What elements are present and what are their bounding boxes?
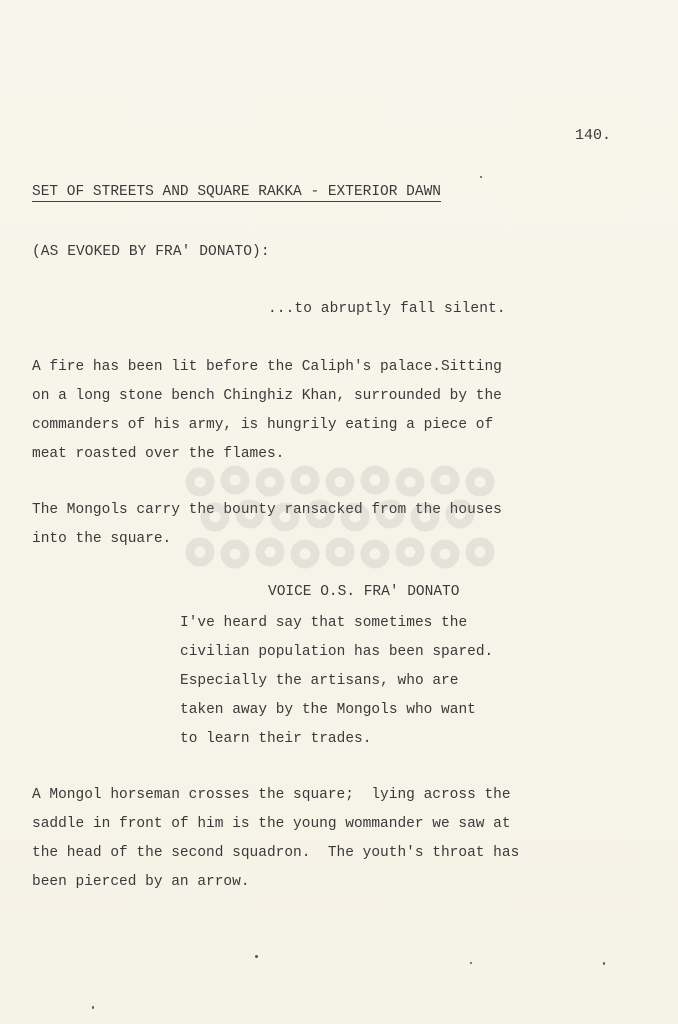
paper-speck	[470, 962, 472, 964]
action-line: the head of the second squadron. The youth's throat has	[32, 845, 520, 861]
dialogue-line: Especially the artisans, who are	[180, 673, 459, 689]
paper-speck	[255, 955, 258, 958]
dialogue-speaker: VOICE O.S. FRA' DONATO	[268, 584, 460, 600]
action-line: meat roasted over the flames.	[32, 446, 285, 462]
action-line: been pierced by an arrow.	[32, 874, 250, 890]
paper-speck	[603, 962, 605, 965]
action-paragraph-3	[32, 781, 519, 897]
dialogue-line: taken away by the Mongols who want	[180, 702, 476, 718]
action-line: A fire has been lit before the Caliph's palace.Sitting	[32, 359, 502, 375]
paper-speck	[92, 1006, 94, 1009]
scene-heading: SET OF STREETS AND SQUARE RAKKA - EXTERIOR DAWN	[32, 184, 441, 200]
action-line: commanders of his army, is hungrily eating a piece of	[32, 417, 494, 433]
evoked-by-line: (AS EVOKED BY FRA' DONATO):	[32, 244, 270, 260]
dialogue-line: I've heard say that sometimes the	[180, 615, 468, 631]
dialogue-line: to learn their trades.	[180, 731, 372, 747]
dialogue-block	[180, 609, 493, 754]
action-line: on a long stone bench Chinghiz Khan, surrounded by the	[32, 388, 502, 404]
action-line: The Mongols carry the bounty ransacked from the houses	[32, 502, 502, 518]
action-line: saddle in front of him is the young wommander we saw at	[32, 816, 511, 832]
paper-speck	[480, 176, 482, 178]
watermark	[170, 452, 520, 582]
action-line: A Mongol horseman crosses the square; lying across the	[32, 787, 511, 803]
dialogue-line: civilian population has been spared.	[180, 644, 494, 660]
page-number: 140.	[575, 127, 612, 144]
action-line: into the square.	[32, 531, 172, 547]
continuation-line: ...to abruptly fall silent.	[268, 301, 506, 317]
